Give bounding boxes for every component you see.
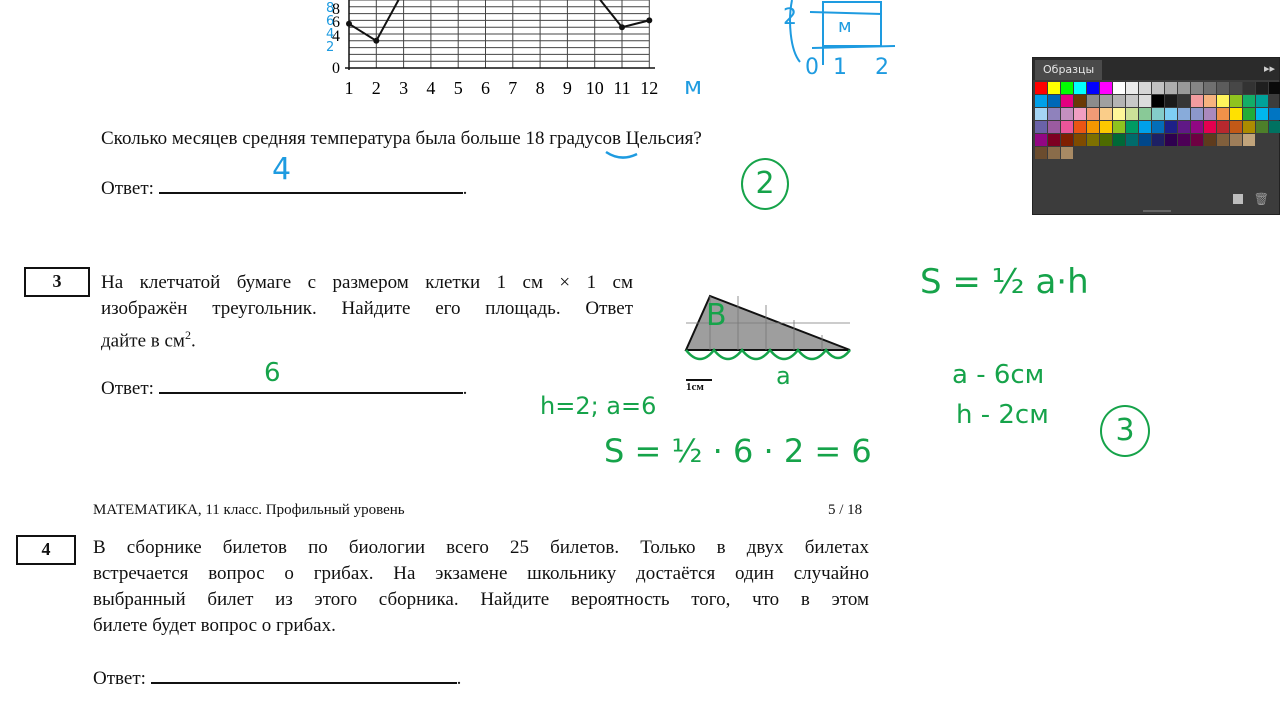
color-swatch[interactable] bbox=[1035, 121, 1047, 133]
x-tick-label: 3 bbox=[399, 78, 409, 98]
color-swatch[interactable] bbox=[1113, 108, 1125, 120]
color-swatch[interactable] bbox=[1152, 95, 1164, 107]
color-swatch[interactable] bbox=[1048, 147, 1060, 159]
hw-a-val: a - 6см bbox=[952, 360, 1045, 390]
trash-icon[interactable]: 🗑 bbox=[1253, 192, 1269, 206]
color-swatch[interactable] bbox=[1048, 108, 1060, 120]
color-swatch[interactable] bbox=[1191, 82, 1203, 94]
task2-answer-label: Ответ: bbox=[101, 178, 154, 199]
color-swatch[interactable] bbox=[1139, 121, 1151, 133]
panel-resize-grip[interactable] bbox=[1143, 210, 1171, 212]
panel-header[interactable] bbox=[1033, 58, 1279, 80]
color-swatch[interactable] bbox=[1113, 95, 1125, 107]
color-swatch[interactable] bbox=[1243, 134, 1255, 146]
task4-line3: выбранный билет из этого сборника. Найдите вероятность того, что в этом bbox=[93, 589, 869, 610]
color-swatch[interactable] bbox=[1061, 147, 1073, 159]
color-swatch[interactable] bbox=[1217, 108, 1229, 120]
color-swatch[interactable] bbox=[1178, 134, 1190, 146]
color-swatch[interactable] bbox=[1165, 134, 1177, 146]
task4-answer-field[interactable] bbox=[151, 664, 457, 684]
hw-calc: S = ½ · 6 · 2 = 6 bbox=[604, 432, 872, 470]
hw-circled2: 2 bbox=[741, 158, 789, 210]
x-tick-label: 8 bbox=[535, 78, 545, 98]
color-swatch[interactable] bbox=[1178, 121, 1190, 133]
x-tick-label: 2 bbox=[371, 78, 381, 98]
page-footer-number: 5 / 18 bbox=[828, 502, 863, 518]
color-swatch[interactable] bbox=[1243, 108, 1255, 120]
color-swatch[interactable] bbox=[1191, 121, 1203, 133]
task3-line2: изображён треугольник. Найдите его площадь. Ответ bbox=[101, 298, 633, 319]
color-swatch[interactable] bbox=[1204, 134, 1216, 146]
hw-formula: S = ½ a·h bbox=[920, 262, 1089, 302]
color-swatch[interactable] bbox=[1035, 147, 1047, 159]
color-swatch[interactable] bbox=[1087, 82, 1099, 94]
task2-question: Сколько месяцев средняя температура была больше 18 градусов Цельсия? bbox=[101, 128, 702, 149]
hw-base-arcs bbox=[686, 350, 850, 359]
color-swatch[interactable] bbox=[1256, 82, 1268, 94]
hw-h-a: h=2; a=6 bbox=[540, 392, 657, 420]
color-swatch[interactable] bbox=[1100, 108, 1112, 120]
color-swatch[interactable] bbox=[1100, 121, 1112, 133]
color-swatch[interactable] bbox=[1048, 82, 1060, 94]
graph-point bbox=[346, 21, 352, 27]
color-swatch[interactable] bbox=[1048, 121, 1060, 133]
swatches-panel[interactable] bbox=[1032, 57, 1280, 215]
task3-line1: На клетчатой бумаге с размером клетки 1 см × 1 см bbox=[101, 272, 633, 293]
color-swatch[interactable] bbox=[1087, 134, 1099, 146]
color-swatch[interactable] bbox=[1074, 134, 1086, 146]
color-swatch[interactable] bbox=[1126, 95, 1138, 107]
color-swatch[interactable] bbox=[1061, 108, 1073, 120]
color-swatch[interactable] bbox=[1074, 121, 1086, 133]
color-swatch[interactable] bbox=[1087, 95, 1099, 107]
color-swatch[interactable] bbox=[1256, 108, 1268, 120]
task4-answer-row bbox=[93, 664, 461, 692]
graph-point bbox=[373, 38, 379, 44]
color-swatch[interactable] bbox=[1100, 82, 1112, 94]
color-swatch[interactable] bbox=[1152, 82, 1164, 94]
task3-line3-end: . bbox=[190, 330, 196, 352]
y-tick-label: 4 bbox=[332, 28, 340, 45]
temperature-graph bbox=[320, 0, 670, 100]
task3-answer-field[interactable] bbox=[159, 374, 463, 394]
task2-answer-field[interactable] bbox=[159, 174, 463, 194]
task4-line4: билете будет вопрос о грибах. bbox=[93, 615, 336, 636]
color-swatch[interactable] bbox=[1100, 134, 1112, 146]
color-swatch[interactable] bbox=[1061, 95, 1073, 107]
hw-answer3: 6 bbox=[264, 358, 281, 388]
color-swatch[interactable] bbox=[1100, 95, 1112, 107]
color-swatch[interactable] bbox=[1178, 108, 1190, 120]
page-footer-subject: МАТЕМАТИКА, 11 класс. Профильный уровень bbox=[93, 502, 405, 518]
hw-answer2: 4 bbox=[272, 152, 292, 187]
color-swatch[interactable] bbox=[1165, 108, 1177, 120]
color-swatch[interactable] bbox=[1126, 82, 1138, 94]
color-swatch[interactable] bbox=[1191, 134, 1203, 146]
color-swatch[interactable] bbox=[1204, 108, 1216, 120]
color-swatch[interactable] bbox=[1165, 95, 1177, 107]
x-tick-label: 9 bbox=[562, 78, 572, 98]
hw-top-2: 2 bbox=[783, 5, 797, 30]
color-swatch[interactable] bbox=[1061, 134, 1073, 146]
color-swatch[interactable] bbox=[1178, 82, 1190, 94]
color-swatch[interactable] bbox=[1269, 121, 1280, 133]
color-swatch[interactable] bbox=[1256, 95, 1268, 107]
color-swatch[interactable] bbox=[1126, 108, 1138, 120]
x-tick-label: 5 bbox=[453, 78, 463, 98]
task4-answer-dot: . bbox=[456, 668, 462, 689]
task4-answer-label: Ответ: bbox=[93, 668, 146, 689]
color-swatch[interactable] bbox=[1113, 121, 1125, 133]
task3-answer-dot: . bbox=[462, 378, 468, 399]
color-swatch[interactable] bbox=[1113, 134, 1125, 146]
color-swatch[interactable] bbox=[1061, 121, 1073, 133]
hw-underline-18 bbox=[603, 148, 643, 162]
color-swatch[interactable] bbox=[1152, 108, 1164, 120]
color-swatch[interactable] bbox=[1191, 95, 1203, 107]
x-tick-label: 11 bbox=[613, 78, 631, 98]
color-swatch[interactable] bbox=[1074, 108, 1086, 120]
color-swatch[interactable] bbox=[1230, 82, 1242, 94]
color-swatch[interactable] bbox=[1269, 82, 1280, 94]
color-swatch[interactable] bbox=[1139, 82, 1151, 94]
task4-line2: встречается вопрос о грибах. На экзамене школьнику достаётся один случайно bbox=[93, 563, 869, 584]
color-swatch[interactable] bbox=[1243, 95, 1255, 107]
color-swatch[interactable] bbox=[1139, 134, 1151, 146]
x-tick-label: 6 bbox=[481, 78, 490, 98]
hw-circled3: 3 bbox=[1100, 405, 1150, 457]
hw-axis-marks: 8 6 4 2 bbox=[326, 1, 335, 55]
color-swatch[interactable] bbox=[1087, 121, 1099, 133]
color-swatch[interactable] bbox=[1243, 82, 1255, 94]
task4-number-box: 4 bbox=[16, 535, 76, 565]
y-tick-label: 0 bbox=[332, 60, 340, 77]
color-swatch[interactable] bbox=[1126, 121, 1138, 133]
task3-answer-row bbox=[101, 374, 467, 402]
color-swatch[interactable] bbox=[1152, 121, 1164, 133]
color-swatch[interactable] bbox=[1165, 82, 1177, 94]
x-tick-label: 7 bbox=[508, 78, 518, 98]
color-swatch[interactable] bbox=[1048, 95, 1060, 107]
task3-answer-label: Ответ: bbox=[101, 378, 154, 399]
new-swatch-icon[interactable] bbox=[1233, 194, 1243, 204]
x-tick-label: 12 bbox=[640, 78, 659, 98]
color-swatch[interactable] bbox=[1126, 134, 1138, 146]
color-swatch[interactable] bbox=[1204, 82, 1216, 94]
color-swatch[interactable] bbox=[1243, 121, 1255, 133]
color-swatch[interactable] bbox=[1269, 108, 1280, 120]
color-swatch[interactable] bbox=[1217, 95, 1229, 107]
color-swatch[interactable] bbox=[1139, 95, 1151, 107]
color-swatch[interactable] bbox=[1191, 108, 1203, 120]
color-swatch[interactable] bbox=[1074, 82, 1086, 94]
color-swatch[interactable] bbox=[1230, 121, 1242, 133]
color-swatch[interactable] bbox=[1048, 134, 1060, 146]
triangle-scale-label: 1см bbox=[686, 381, 704, 393]
color-swatch[interactable] bbox=[1035, 95, 1047, 107]
graph-point bbox=[646, 17, 652, 23]
color-swatch[interactable] bbox=[1074, 95, 1086, 107]
color-swatch[interactable] bbox=[1230, 108, 1242, 120]
y-tick-label: 8 bbox=[332, 1, 340, 18]
hw-m-label: м bbox=[684, 72, 703, 100]
panel-tab-swatches[interactable]: Образцы bbox=[1035, 60, 1102, 80]
hw-top-axis: 0 1 2 bbox=[805, 55, 889, 80]
color-swatch[interactable] bbox=[1178, 95, 1190, 107]
x-tick-label: 4 bbox=[426, 78, 436, 98]
color-swatch[interactable] bbox=[1061, 82, 1073, 94]
color-swatch[interactable] bbox=[1087, 108, 1099, 120]
color-swatch[interactable] bbox=[1113, 82, 1125, 94]
hw-h-val: h - 2см bbox=[956, 400, 1049, 430]
color-swatch[interactable] bbox=[1139, 108, 1151, 120]
color-swatch[interactable] bbox=[1165, 121, 1177, 133]
color-swatch[interactable] bbox=[1035, 134, 1047, 146]
color-swatch[interactable] bbox=[1217, 82, 1229, 94]
color-swatch[interactable] bbox=[1204, 95, 1216, 107]
y-tick-label: 6 bbox=[332, 14, 340, 31]
task3-line3 bbox=[101, 322, 196, 354]
task4-line1: В сборнике билетов по биологии всего 25 билетов. Только в двух билетах bbox=[93, 537, 869, 558]
color-swatch[interactable] bbox=[1217, 134, 1229, 146]
hw-b-mark: B bbox=[706, 298, 727, 333]
x-tick-label: 10 bbox=[585, 78, 604, 98]
color-swatch[interactable] bbox=[1035, 108, 1047, 120]
task2-answer-dot: . bbox=[462, 178, 468, 199]
x-tick-label: 1 bbox=[344, 78, 354, 98]
color-swatch[interactable] bbox=[1230, 134, 1242, 146]
task3-line3-text: дайте в см bbox=[101, 330, 185, 352]
hw-top-box: м bbox=[838, 16, 852, 37]
triangle-figure bbox=[675, 285, 865, 395]
task3-sup: 2 bbox=[184, 328, 191, 342]
color-swatch[interactable] bbox=[1230, 95, 1242, 107]
color-swatch[interactable] bbox=[1035, 82, 1047, 94]
color-swatch[interactable] bbox=[1204, 121, 1216, 133]
task3-number-box: 3 bbox=[24, 267, 90, 297]
graph-point bbox=[619, 24, 625, 30]
hw-a-mark: a bbox=[776, 362, 791, 390]
color-swatch[interactable] bbox=[1217, 121, 1229, 133]
color-swatch[interactable] bbox=[1152, 134, 1164, 146]
color-swatch[interactable] bbox=[1256, 121, 1268, 133]
panel-menu-icon[interactable]: ▸▸ bbox=[1263, 62, 1275, 75]
